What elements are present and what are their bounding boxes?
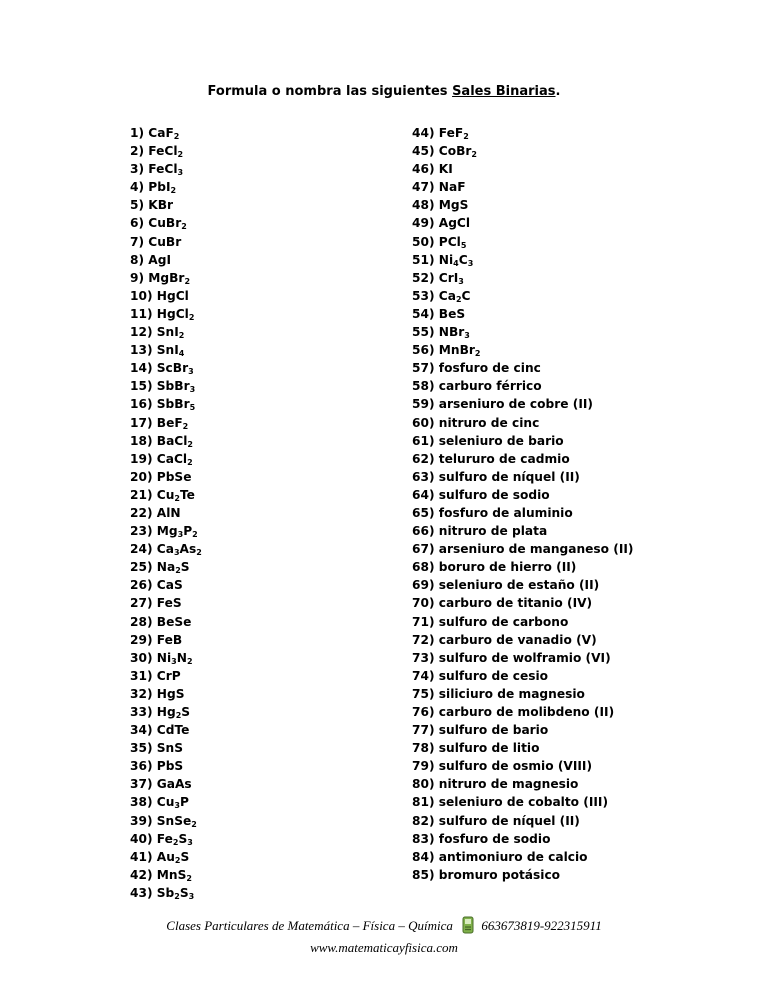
exercise-item	[412, 178, 634, 196]
formula-text: 18) BaCl	[130, 433, 188, 448]
formula-text: 71) sulfuro de carbono	[412, 614, 569, 629]
formula-text: 75) siliciuro de magnesio	[412, 686, 585, 701]
exercise-item	[130, 305, 202, 323]
formula-text: 64) sulfuro de sodio	[412, 487, 550, 502]
exercise-item	[412, 812, 634, 830]
formula-text: 60) nitruro de cinc	[412, 415, 540, 430]
formula-text: 38) Cu	[130, 795, 175, 810]
subscript: 3	[177, 168, 184, 178]
subscript: 2	[187, 457, 193, 467]
exercise-item	[412, 576, 634, 594]
exercise-item	[130, 848, 202, 866]
exercise-column-left	[130, 124, 202, 902]
exercise-item	[412, 703, 634, 721]
exercise-item	[130, 667, 202, 685]
subscript: 2	[175, 566, 181, 576]
exercise-item	[130, 830, 202, 848]
exercise-item	[412, 305, 634, 323]
exercise-item	[130, 269, 202, 287]
subscript: 2	[188, 312, 195, 322]
exercise-item	[130, 432, 202, 450]
exercise-item	[412, 721, 634, 739]
exercise-item	[412, 395, 634, 413]
formula-text: 85) bromuro potásico	[412, 867, 561, 882]
formula-text: 79) sulfuro de osmio (VIII)	[412, 759, 593, 774]
formula-text: 27) FeS	[130, 596, 182, 611]
formula-text: 34) CdTe	[130, 723, 190, 738]
formula-text: 29) FeB	[130, 632, 183, 647]
exercise-item	[412, 269, 634, 287]
formula-text: 45) CoBr	[412, 144, 472, 159]
formula-text: 78) sulfuro de litio	[412, 741, 540, 756]
formula-text: 53) Ca	[412, 288, 456, 303]
formula-text: C	[461, 288, 471, 303]
formula-text: 74) sulfuro de cesio	[412, 668, 549, 683]
formula-text: 6) CuBr	[130, 216, 182, 231]
formula-text: 49) AgCl	[412, 216, 471, 231]
subscript: 2	[191, 819, 197, 829]
footer-phone-numbers: 663673819-922315911	[481, 918, 602, 933]
subscript: 2	[196, 548, 202, 558]
subscript: 2	[174, 891, 180, 901]
exercise-item	[130, 287, 202, 305]
formula-text: 72) carburo de vanadio (V)	[412, 632, 597, 647]
subscript: 2	[186, 873, 192, 883]
exercise-item	[130, 703, 202, 721]
worksheet-title	[0, 84, 768, 99]
formula-text: 3) FeCl	[130, 162, 178, 177]
exercise-item	[130, 214, 202, 232]
formula-text: 5) KBr	[130, 198, 174, 213]
subscript: 2	[186, 656, 193, 666]
subscript: 3	[189, 385, 196, 395]
exercise-item	[412, 540, 634, 558]
subscript: 3	[458, 276, 464, 286]
formula-text: 84) antimoniuro de calcio	[412, 849, 588, 864]
exercise-item	[130, 613, 202, 631]
formula-text: 19) CaCl	[130, 451, 188, 466]
subscript: 2	[172, 837, 179, 847]
exercise-item	[130, 160, 202, 178]
exercise-item	[130, 884, 202, 902]
exercise-item	[130, 649, 202, 667]
formula-text: 30) Ni	[130, 650, 172, 665]
subscript: 2	[177, 150, 184, 160]
formula-text: 67) arseniuro de manganeso (II)	[412, 542, 634, 557]
exercise-item	[412, 450, 634, 468]
subscript: 5	[189, 403, 196, 413]
exercise-item	[412, 414, 634, 432]
subscript: 2	[187, 439, 193, 449]
subscript: 3	[464, 331, 470, 341]
formula-text: 41) Au	[130, 849, 175, 864]
exercise-item	[130, 866, 202, 884]
formula-text: N	[176, 650, 187, 665]
subscript: 3	[177, 530, 184, 540]
formula-text: 43) Sb	[130, 885, 175, 900]
exercise-item	[130, 359, 202, 377]
formula-text: 66) nitruro de plata	[412, 524, 548, 539]
exercise-item	[130, 395, 202, 413]
formula-text: 23) Mg	[130, 524, 178, 539]
exercise-item	[130, 142, 202, 160]
exercise-item	[412, 685, 634, 703]
exercise-item	[130, 251, 202, 269]
formula-text: 37) GaAs	[130, 777, 192, 792]
exercise-item	[412, 214, 634, 232]
formula-text: 28) BeSe	[130, 614, 192, 629]
exercise-item	[412, 504, 634, 522]
formula-text: S	[180, 849, 190, 864]
subscript: 2	[192, 530, 198, 540]
formula-text: 32) HgS	[130, 686, 185, 701]
exercise-item	[412, 558, 634, 576]
formula-text: 21) Cu	[130, 487, 175, 502]
subscript: 2	[178, 331, 185, 341]
formula-text: S	[180, 560, 190, 575]
exercise-item	[130, 504, 202, 522]
subscript: 2	[474, 349, 481, 359]
formula-text: As	[179, 542, 197, 557]
exercise-item	[412, 432, 634, 450]
exercise-item	[130, 739, 202, 757]
formula-text: 25) Na	[130, 560, 176, 575]
formula-text: 65) fosfuro de aluminio	[412, 505, 573, 520]
formula-text: 52) CrI	[412, 270, 459, 285]
subscript: 2	[175, 711, 182, 720]
exercise-item	[130, 594, 202, 612]
exercise-item	[130, 450, 202, 468]
formula-text: 40) Fe	[130, 831, 173, 846]
subscript: 3	[171, 656, 177, 666]
formula-text: S	[178, 831, 188, 846]
formula-text: 1) CaF	[130, 126, 174, 140]
formula-text: 58) carburo férrico	[412, 379, 542, 394]
exercise-item	[130, 414, 202, 432]
exercise-item	[412, 793, 634, 811]
footer-line-1	[0, 916, 768, 938]
footer-classes-text: Clases Particulares de Matemática – Física – Química	[166, 918, 453, 933]
exercise-item	[130, 323, 202, 341]
subscript: 4	[453, 258, 459, 268]
subscript: 3	[174, 801, 180, 811]
formula-text: 77) sulfuro de bario	[412, 723, 549, 738]
formula-text: 55) NBr	[412, 325, 465, 340]
exercise-item	[412, 830, 634, 848]
formula-text: 63) sulfuro de níquel (II)	[412, 469, 580, 484]
footer-website: www.matematicayfisica.com	[310, 940, 458, 955]
exercise-item	[412, 377, 634, 395]
exercise-item	[412, 359, 634, 377]
exercise-item	[130, 558, 202, 576]
formula-text: 11) HgCl	[130, 306, 189, 321]
exercise-item	[412, 468, 634, 486]
formula-text: 4) PbI	[130, 180, 171, 195]
formula-text: 17) BeF	[130, 415, 183, 430]
formula-text: 61) seleniuro de bario	[412, 433, 564, 448]
formula-text: 24) Ca	[130, 542, 174, 557]
exercise-item	[412, 594, 634, 612]
exercise-item	[130, 178, 202, 196]
formula-text: 48) MgS	[412, 198, 469, 213]
exercise-item	[412, 649, 634, 667]
formula-text: 39) SnSe	[130, 813, 192, 828]
formula-text: 13) SnI	[130, 343, 179, 358]
exercise-item	[130, 377, 202, 395]
formula-text: 59) arseniuro de cobre (II)	[412, 397, 593, 412]
exercise-item	[130, 685, 202, 703]
formula-text: 50) PCl	[412, 234, 461, 249]
exercise-item	[412, 287, 634, 305]
subscript: 2	[181, 222, 187, 232]
formula-text: 42) MnS	[130, 867, 187, 882]
exercise-item	[412, 486, 634, 504]
formula-text: 69) seleniuro de estaño (II)	[412, 578, 600, 593]
exercise-item	[412, 613, 634, 631]
exercise-item	[130, 522, 202, 540]
subscript: 2	[174, 855, 181, 865]
formula-text: 56) MnBr	[412, 343, 475, 358]
exercise-item	[412, 866, 634, 884]
exercise-item	[130, 341, 202, 359]
exercise-item	[130, 576, 202, 594]
formula-text: 83) fosfuro de sodio	[412, 831, 551, 846]
formula-text: 62) telururo de cadmio	[412, 451, 570, 466]
subscript: 3	[188, 367, 194, 377]
formula-text: 7) CuBr	[130, 234, 182, 249]
formula-text: Te	[179, 487, 195, 502]
formula-text: 14) ScBr	[130, 361, 189, 376]
subscript: 2	[471, 150, 477, 160]
formula-text: S	[181, 705, 191, 719]
exercise-item	[412, 775, 634, 793]
exercise-item	[130, 775, 202, 793]
exercise-item	[130, 540, 202, 558]
formula-text: 80) nitruro de magnesio	[412, 777, 579, 792]
formula-text: C	[458, 252, 468, 267]
formula-text: 82) sulfuro de níquel (II)	[412, 813, 580, 828]
title-prefix: Formula o nombra las siguientes	[207, 84, 453, 99]
title-suffix: .	[555, 84, 561, 99]
exercise-item	[412, 251, 634, 269]
exercise-item	[412, 341, 634, 359]
formula-text: 70) carburo de titanio (IV)	[412, 596, 593, 611]
exercise-item	[130, 757, 202, 775]
formula-text: 46) KI	[412, 162, 453, 177]
exercise-column-right	[412, 124, 634, 884]
formula-text: 33) Hg	[130, 705, 176, 719]
exercise-item	[412, 667, 634, 685]
exercise-item	[130, 793, 202, 811]
subscript: 5	[460, 240, 467, 250]
formula-text: 57) fosfuro de cinc	[412, 361, 541, 376]
formula-text: 68) boruro de hierro (II)	[412, 560, 577, 575]
formula-text: 9) MgBr	[130, 270, 185, 285]
formula-text: 51) Ni	[412, 252, 454, 267]
exercise-item	[412, 757, 634, 775]
exercise-item	[412, 323, 634, 341]
subscript: 3	[188, 891, 195, 901]
formula-text: P	[183, 524, 193, 539]
subscript: 3	[187, 837, 193, 847]
subscript: 3	[467, 258, 474, 268]
exercise-item	[130, 631, 202, 649]
exercise-item	[412, 233, 634, 251]
subscript: 2	[182, 421, 189, 431]
subscript: 2	[455, 294, 462, 304]
subscript: 2	[170, 186, 177, 196]
footer	[0, 916, 768, 956]
formula-text: 16) SbBr	[130, 397, 190, 412]
subscript: 2	[463, 132, 469, 141]
exercise-item	[130, 721, 202, 739]
formula-text: 12) SnI	[130, 325, 179, 340]
formula-text: 8) AgI	[130, 252, 171, 267]
formula-text: 31) CrP	[130, 668, 181, 683]
subscript: 4	[178, 349, 185, 359]
exercise-item	[412, 848, 634, 866]
formula-text: 22) AlN	[130, 505, 181, 520]
exercise-item	[412, 739, 634, 757]
title-underlined: Sales Binarias	[452, 84, 556, 99]
exercise-item	[130, 468, 202, 486]
exercise-item	[412, 124, 634, 142]
formula-text: 76) carburo de molibdeno (II)	[412, 705, 615, 719]
formula-text: 26) CaS	[130, 578, 183, 593]
mobile-phone-icon	[462, 916, 474, 938]
exercise-item	[412, 631, 634, 649]
formula-text: 36) PbS	[130, 759, 184, 774]
formula-text: 2) FeCl	[130, 144, 178, 159]
exercise-item	[130, 124, 202, 142]
formula-text: 44) FeF	[412, 126, 464, 140]
formula-text: 81) seleniuro de cobalto (III)	[412, 795, 609, 810]
exercise-item	[412, 160, 634, 178]
exercise-item	[130, 812, 202, 830]
formula-text: P	[179, 795, 189, 810]
exercise-item	[130, 233, 202, 251]
subscript: 2	[174, 493, 180, 503]
formula-text: S	[179, 885, 189, 900]
exercise-item	[412, 522, 634, 540]
formula-text: 20) PbSe	[130, 469, 192, 484]
exercise-item	[412, 142, 634, 160]
subscript: 3	[173, 548, 180, 558]
exercise-item	[130, 196, 202, 214]
exercise-item	[130, 486, 202, 504]
subscript: 2	[184, 276, 191, 286]
formula-text: 10) HgCl	[130, 288, 189, 303]
subscript: 2	[173, 132, 180, 141]
formula-text: 15) SbBr	[130, 379, 190, 394]
formula-text: 54) BeS	[412, 306, 466, 321]
formula-text: 73) sulfuro de wolframio (VI)	[412, 650, 611, 665]
formula-text: 35) SnS	[130, 741, 184, 756]
exercise-item	[412, 196, 634, 214]
formula-text: 47) NaF	[412, 180, 466, 195]
